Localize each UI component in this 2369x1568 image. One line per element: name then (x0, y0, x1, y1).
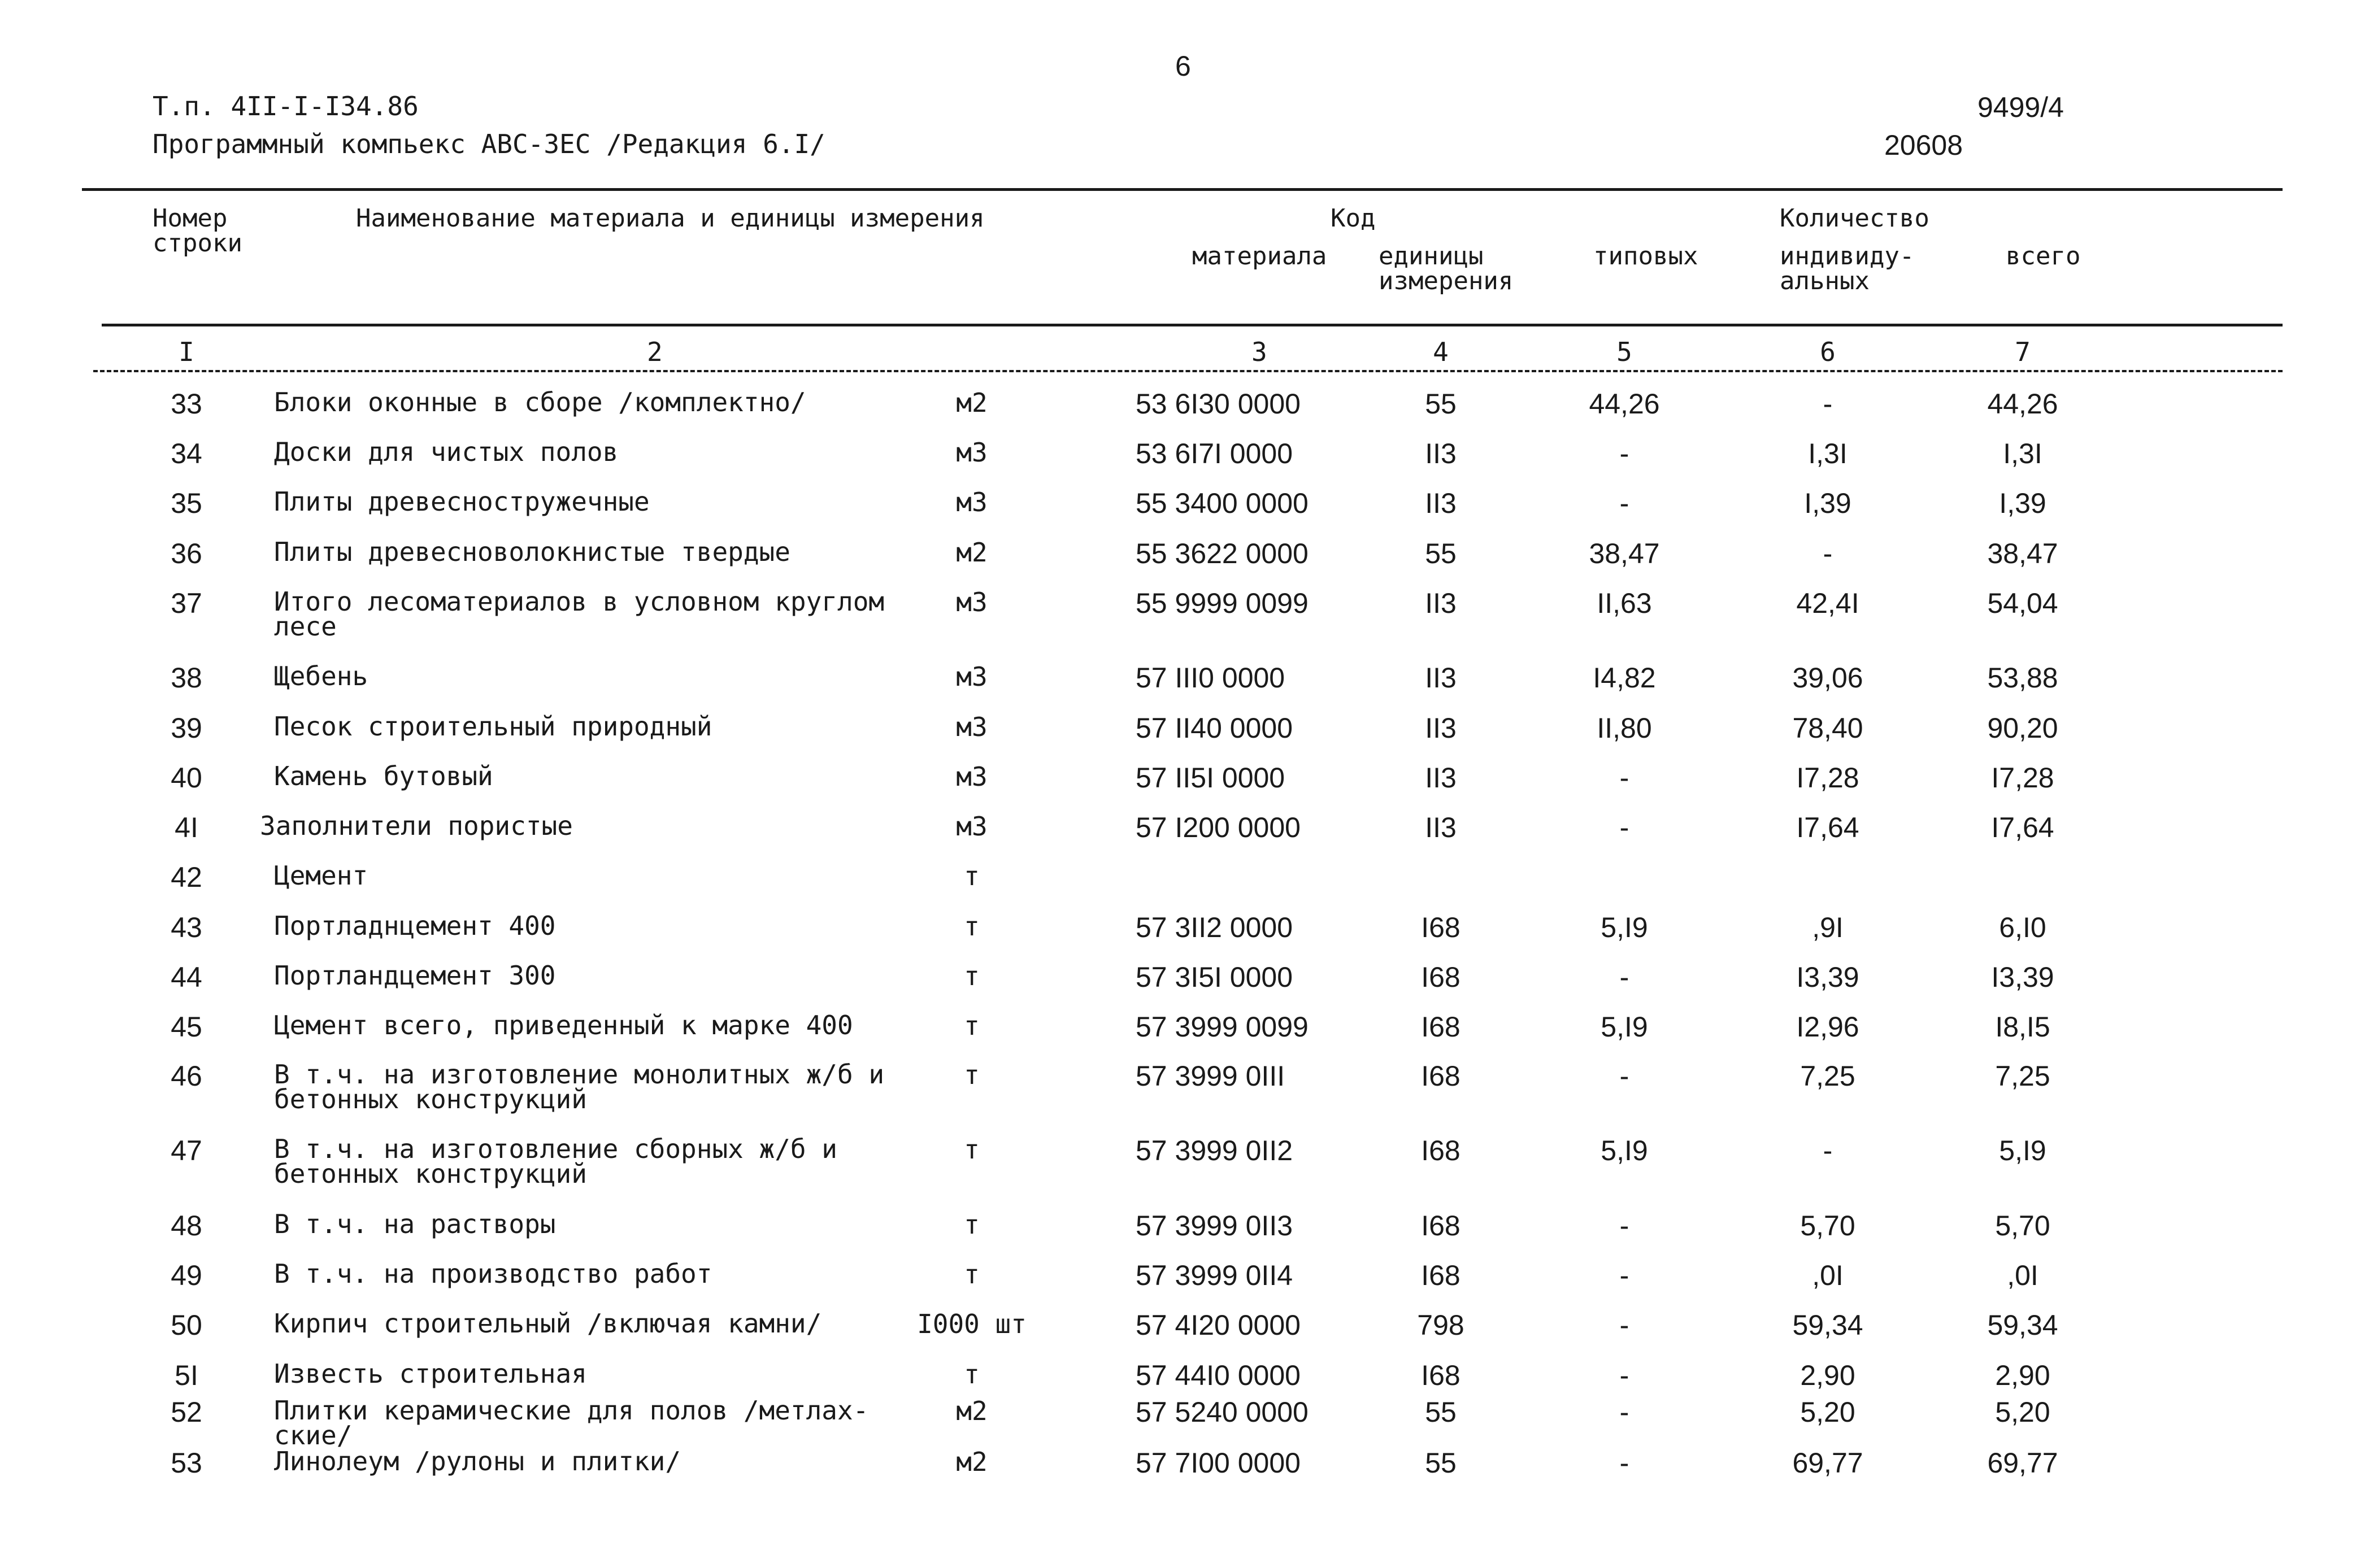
material-name: Доски для чистых полов (274, 437, 619, 467)
individual-quantity: I3,39 (1796, 961, 1859, 993)
material-code: 57 3999 0III (1136, 1060, 1285, 1092)
typical-quantity: - (1619, 1309, 1629, 1341)
material-name: В т.ч. на изготовление монолитных ж/б и бетонных конструкций (274, 1059, 885, 1114)
unit-label: м3 (956, 761, 988, 792)
total-quantity: 38,47 (1987, 538, 2058, 569)
material-name: Известь строительная (274, 1358, 587, 1389)
unit-code: II3 (1425, 438, 1457, 469)
row-number: 52 (171, 1396, 202, 1428)
header-typical: типовых (1593, 242, 1698, 271)
typical-quantity: - (1619, 438, 1629, 469)
material-code: 57 I200 0000 (1136, 812, 1301, 843)
individual-quantity: ,9I (1812, 912, 1844, 943)
unit-label: т (964, 961, 980, 991)
unit-label: т (964, 1060, 980, 1090)
total-quantity: 5,70 (1995, 1210, 2050, 1242)
unit-code: II3 (1425, 587, 1457, 619)
typical-quantity: - (1619, 961, 1629, 993)
column-number-4: 4 (1433, 337, 1449, 367)
header-code-unit: единицы измерения (1379, 242, 1514, 295)
unit-code: I68 (1421, 1011, 1460, 1043)
row-number: 53 (171, 1447, 202, 1479)
unit-code: 55 (1425, 1447, 1457, 1479)
total-quantity: I,39 (1999, 487, 2046, 519)
material-name: Плиты древесностружечные (274, 486, 650, 517)
material-code: 57 44I0 0000 (1136, 1360, 1301, 1391)
header-total: всего (2006, 242, 2081, 271)
page-number: 6 (1175, 50, 1191, 82)
table-top-rule (82, 188, 2283, 191)
total-quantity: I8,I5 (1995, 1011, 2050, 1043)
material-name: Щебень (274, 661, 368, 691)
typical-quantity: II,63 (1597, 587, 1652, 619)
typical-quantity: II,80 (1597, 712, 1652, 744)
typical-quantity: - (1619, 812, 1629, 843)
column-number-6: 6 (1820, 337, 1836, 367)
material-code: 55 9999 0099 (1136, 587, 1309, 619)
material-code: 57 5240 0000 (1136, 1396, 1309, 1428)
unit-code: I68 (1421, 912, 1460, 943)
total-quantity: 44,26 (1987, 388, 2058, 420)
header-name: Наименование материала и единицы измерения (356, 204, 985, 233)
total-quantity: 2,90 (1995, 1360, 2050, 1391)
header-code: Код (1331, 204, 1376, 233)
individual-quantity: ,0I (1812, 1260, 1844, 1291)
material-code: 57 III0 0000 (1136, 662, 1285, 694)
unit-code: I68 (1421, 1260, 1460, 1291)
unit-label: м3 (956, 487, 988, 517)
material-name: Плитки керамические для полов /метлах- ские/ (274, 1395, 869, 1451)
individual-quantity: I7,64 (1796, 812, 1859, 843)
unit-code: I68 (1421, 1360, 1460, 1391)
column-number-2: 2 (647, 337, 663, 367)
typical-quantity: - (1619, 1210, 1629, 1242)
row-number: 34 (171, 438, 202, 469)
material-name: Блоки оконные в сборе /комплектно/ (274, 387, 806, 417)
material-code: 53 6I7I 0000 (1136, 438, 1293, 469)
column-number-rule (93, 370, 2283, 372)
row-number: 4I (175, 812, 198, 843)
individual-quantity: 2,90 (1800, 1360, 1855, 1391)
individual-quantity: 69,77 (1792, 1447, 1863, 1479)
unit-code: I68 (1421, 1060, 1460, 1092)
material-code: 57 3999 0II2 (1136, 1135, 1293, 1166)
total-quantity: 53,88 (1987, 662, 2058, 694)
unit-label: т (964, 1259, 980, 1290)
typical-quantity: - (1619, 1360, 1629, 1391)
material-name: Цемент всего, приведенный к марке 400 (274, 1010, 853, 1040)
individual-quantity: - (1823, 538, 1833, 569)
material-name: Линолеум /рулоны и плитки/ (274, 1446, 681, 1476)
unit-label: т (964, 1134, 980, 1165)
unit-label: м2 (956, 1396, 988, 1426)
typical-quantity: 5,I9 (1601, 912, 1648, 943)
total-quantity: 59,34 (1987, 1309, 2058, 1341)
unit-code: II3 (1425, 662, 1457, 694)
total-quantity: 7,25 (1995, 1060, 2050, 1092)
unit-code: I68 (1421, 1135, 1460, 1166)
header-individual: индивиду- альных (1780, 242, 1915, 295)
row-number: 37 (171, 587, 202, 619)
unit-label: м3 (956, 437, 988, 468)
individual-quantity: 5,20 (1800, 1396, 1855, 1428)
unit-label: м2 (956, 1447, 988, 1477)
unit-code: I68 (1421, 1210, 1460, 1242)
row-number: 48 (171, 1210, 202, 1242)
material-name: Плиты древесноволокнистые твердые (274, 537, 790, 567)
material-name: Кирпич строительный /включая камни/ (274, 1308, 822, 1339)
typical-quantity: 38,47 (1589, 538, 1660, 569)
document-code: Т.п. 4II-I-I34.86 (153, 91, 419, 121)
typical-quantity: 44,26 (1589, 388, 1660, 420)
material-code: 57 II40 0000 (1136, 712, 1293, 744)
row-number: 43 (171, 912, 202, 943)
row-number: 44 (171, 961, 202, 993)
unit-label: м3 (956, 587, 988, 617)
header-bottom-rule (102, 324, 2283, 326)
unit-label: т (964, 1209, 980, 1240)
individual-quantity: I,3I (1808, 438, 1848, 469)
unit-label: м2 (956, 537, 988, 568)
unit-label: т (964, 1359, 980, 1390)
unit-label: м3 (956, 811, 988, 842)
document-ref-number: 9499/4 (1977, 92, 2064, 123)
row-number: 36 (171, 538, 202, 569)
material-code: 57 7I00 0000 (1136, 1447, 1301, 1479)
typical-quantity: I4,82 (1593, 662, 1656, 694)
material-name: В т.ч. на изготовление сборных ж/б и бетонных конструкций (274, 1134, 837, 1189)
typical-quantity: 5,I9 (1601, 1011, 1648, 1043)
total-quantity: I7,28 (1991, 762, 2054, 794)
total-quantity: 5,20 (1995, 1396, 2050, 1428)
unit-code: 798 (1417, 1309, 1464, 1341)
unit-code: II3 (1425, 812, 1457, 843)
total-quantity: 69,77 (1987, 1447, 2058, 1479)
material-name: В т.ч. на производство работ (274, 1258, 712, 1289)
unit-code: II3 (1425, 487, 1457, 519)
individual-quantity: - (1823, 1135, 1833, 1166)
individual-quantity: - (1823, 388, 1833, 420)
typical-quantity: 5,I9 (1601, 1135, 1648, 1166)
header-code-material: материала (1192, 242, 1327, 271)
header-row-number: Номер строки (153, 204, 242, 258)
column-number-5: 5 (1616, 337, 1632, 367)
typical-quantity: - (1619, 1060, 1629, 1092)
total-quantity: 5,I9 (1999, 1135, 2046, 1166)
row-number: 35 (171, 487, 202, 519)
material-code: 57 3999 0II4 (1136, 1260, 1293, 1291)
individual-quantity: I2,96 (1796, 1011, 1859, 1043)
individual-quantity: 7,25 (1800, 1060, 1855, 1092)
row-number: 45 (171, 1011, 202, 1043)
material-code: 57 3999 0II3 (1136, 1210, 1293, 1242)
header-quantity: Количество (1780, 204, 1929, 233)
material-code: 57 II5I 0000 (1136, 762, 1285, 794)
material-name: Песок строительный природный (274, 711, 712, 742)
row-number: 47 (171, 1135, 202, 1166)
unit-code: II3 (1425, 762, 1457, 794)
row-number: 50 (171, 1309, 202, 1341)
unit-label: м2 (956, 387, 988, 418)
typical-quantity: - (1619, 487, 1629, 519)
individual-quantity: 5,70 (1800, 1210, 1855, 1242)
total-quantity: 90,20 (1987, 712, 2058, 744)
individual-quantity: 59,34 (1792, 1309, 1863, 1341)
unit-label: м3 (956, 661, 988, 692)
row-number: 39 (171, 712, 202, 744)
material-code: 55 3400 0000 (1136, 487, 1309, 519)
individual-quantity: I7,28 (1796, 762, 1859, 794)
column-number-1: I (179, 337, 194, 367)
row-number: 40 (171, 762, 202, 794)
unit-label: м3 (956, 712, 988, 742)
material-code: 57 4I20 0000 (1136, 1309, 1301, 1341)
total-quantity: ,0I (2007, 1260, 2038, 1291)
column-number-3: 3 (1251, 337, 1267, 367)
row-number: 38 (171, 662, 202, 694)
material-name: Портландцемент 300 (274, 960, 556, 991)
unit-label: т (964, 1011, 980, 1041)
total-quantity: I3,39 (1991, 961, 2054, 993)
total-quantity: 54,04 (1987, 587, 2058, 619)
material-code: 53 6I30 0000 (1136, 388, 1301, 420)
typical-quantity: - (1619, 1447, 1629, 1479)
unit-label: I000 шт (917, 1309, 1027, 1339)
row-number: 46 (171, 1060, 202, 1092)
unit-code: I68 (1421, 961, 1460, 993)
document-sheet-number: 20608 (1884, 129, 1963, 161)
individual-quantity: 42,4I (1796, 587, 1859, 619)
unit-label: т (964, 861, 980, 891)
total-quantity: I7,64 (1991, 812, 2054, 843)
unit-code: II3 (1425, 712, 1457, 744)
individual-quantity: I,39 (1804, 487, 1851, 519)
material-code: 57 3I5I 0000 (1136, 961, 1293, 993)
row-number: 42 (171, 861, 202, 893)
material-code: 57 3II2 0000 (1136, 912, 1293, 943)
total-quantity: I,3I (2003, 438, 2042, 469)
row-number: 33 (171, 388, 202, 420)
typical-quantity: - (1619, 762, 1629, 794)
material-name: Итого лесоматериалов в условном круглом лесе (274, 586, 885, 642)
individual-quantity: 78,40 (1792, 712, 1863, 744)
total-quantity: 6,I0 (1999, 912, 2046, 943)
column-number-7: 7 (2015, 337, 2031, 367)
software-title: Программный компьекс АВС-3ЕС /Редакция 6.I/ (153, 129, 825, 159)
material-name: Камень бутовый (274, 761, 493, 791)
row-number: 49 (171, 1260, 202, 1291)
material-code: 57 3999 0099 (1136, 1011, 1309, 1043)
typical-quantity: - (1619, 1260, 1629, 1291)
material-name: В т.ч. на растворы (274, 1209, 556, 1239)
material-name: Цемент (274, 860, 368, 891)
row-number: 5I (175, 1360, 198, 1391)
material-name: Портладнцемент 400 (274, 911, 556, 941)
material-code: 55 3622 0000 (1136, 538, 1309, 569)
unit-code: 55 (1425, 538, 1457, 569)
unit-label: т (964, 911, 980, 942)
typical-quantity: - (1619, 1396, 1629, 1428)
material-name: Заполнители пористые (260, 811, 573, 841)
unit-code: 55 (1425, 1396, 1457, 1428)
unit-code: 55 (1425, 388, 1457, 420)
individual-quantity: 39,06 (1792, 662, 1863, 694)
